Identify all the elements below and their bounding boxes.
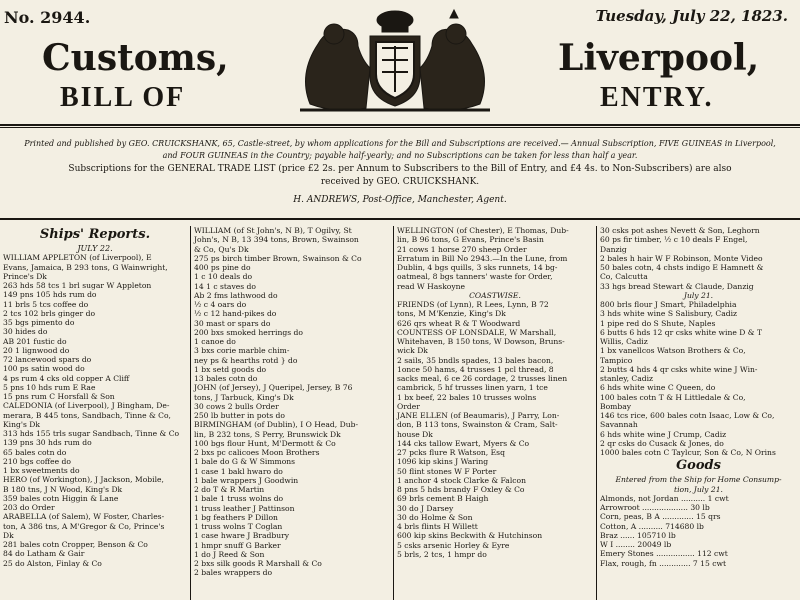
entry-line: Corn, peas, B A ............. 15 qrs xyxy=(600,512,721,522)
entry-line: 27 pcks flure R Watson, Esq xyxy=(397,448,505,457)
entry-line: Erratum in Bill No 2943.—In the Lune, from xyxy=(397,253,568,263)
entry-line: 149 pns 105 hds rum do xyxy=(3,290,97,300)
royal-coat-of-arms-icon xyxy=(290,8,500,116)
entry-line: 1000 bales cotn C Taylcur, Son & Co, N Orins xyxy=(600,448,776,457)
entry-line: ney ps & hearths rotd } do xyxy=(194,355,298,365)
entry-line: 2 bxs silk goods R Marshall & Co xyxy=(194,559,322,568)
entry-line: 146 tcs rice, 600 bales cotn Isaac, Low & Co, xyxy=(600,411,775,420)
entry-line: Savannah xyxy=(600,420,638,430)
entry-line: 6 butts 6 hds 12 qr csks white wine D & T xyxy=(600,327,763,337)
entry-line: 600 kip skins Beckwith & Hutchinson xyxy=(397,531,543,541)
entry-line: 1 pipe red do S Shute, Naples xyxy=(600,318,716,328)
entry-line: ton, A 386 tns, A M'Gregor & Co, Prince's xyxy=(3,521,165,531)
entry-line: cambrick, 5 hf trusses linen yarn, 1 tce xyxy=(397,383,548,393)
entry-line: 20 1 lignwood do xyxy=(3,345,70,355)
entry-line: 8 pns 5 hds brandy F Oxley & Co xyxy=(397,485,525,494)
entry-line: house Dk xyxy=(397,429,433,439)
entry-line: 30 do Holme & Son xyxy=(397,512,473,522)
entry-line: 84 do Latham & Gair xyxy=(3,549,85,559)
entry-line: July 21. xyxy=(683,290,714,300)
entry-line: & Co, Qu's Dk xyxy=(194,244,249,254)
entry-line: 1 bale 1 truss wolns do xyxy=(194,494,284,504)
entry-line: Danzig xyxy=(600,244,627,254)
entry-line: Cotton, A .......... 714680 lb xyxy=(600,521,704,531)
entry-line: 144 cks tallow Ewart, Myers & Co xyxy=(397,438,530,448)
entry-line: CALEDONIA (of Liverpool), J Bingham, De- xyxy=(3,401,170,411)
entry-line: Flax, rough, fn ............. 7 15 cwt xyxy=(600,558,727,568)
column-4 xyxy=(597,226,800,600)
title-entry: ENTRY. xyxy=(600,82,714,113)
entry-line: ARABELLA (of Salem), W Foster, Charles- xyxy=(3,512,165,522)
entry-line: 6 hds white wine C Queen, do xyxy=(600,383,716,393)
entry-line: 100 bales cotn T & H Littledale & Co, xyxy=(600,392,746,402)
entry-line: Emery Stones ................ 112 cwt xyxy=(600,549,728,559)
entry-line: 5 brls, 2 tcs, 1 hmpr do xyxy=(397,549,487,559)
entry-line: 626 qrs wheat R & T Woodward xyxy=(397,318,521,328)
entry-line: 1 case hware J Bradbury xyxy=(194,531,290,541)
entry-line: W I ........ 20049 lb xyxy=(600,540,672,549)
entry-line: Arrowroot ................... 30 lb xyxy=(600,503,710,512)
entry-line: read W Haskoyne xyxy=(397,281,466,291)
entry-line: 21 cows 1 horse 270 sheep Order xyxy=(397,244,527,254)
entry-line: 281 bales cotn Cropper, Benson & Co xyxy=(3,540,148,549)
entry-line: sacks meal, 6 ce 26 cordage, 2 trusses linen xyxy=(397,374,568,383)
entry-line: 2 bxs pc calicoes Moon Brothers xyxy=(194,448,320,457)
entry-line: 400 ps pine do xyxy=(194,263,251,272)
info-line-3: Subscriptions for the GENERAL TRADE LIST (price £2 2s. per Annum to Subscribers to the Bill of Entry, and £4 4s. to Non-Subscribers) are also xyxy=(68,164,732,174)
entry-line: wick Dk xyxy=(397,346,428,356)
entry-line: 2 bales wrappers do xyxy=(194,568,273,578)
entry-line: Almonds, not Jordan .......... 1 cwt xyxy=(600,493,729,503)
entry-line: 359 bales cotn Higgin & Lane xyxy=(3,493,119,503)
entry-line: 203 do Order xyxy=(3,503,55,512)
entry-line: 1 bx vanellcos Watson Brothers & Co, xyxy=(600,346,746,356)
entry-line: 1 canoe do xyxy=(194,337,236,346)
entry-line: WELLINGTON (of Chester), E Thomas, Dub- xyxy=(397,226,569,235)
entry-line: 25 do Alston, Finlay & Co xyxy=(3,558,102,568)
entry-line: Bombay xyxy=(600,401,632,411)
entry-line: WILLIAM APPLETON (of Liverpool), E xyxy=(3,253,152,263)
entry-line: 1 bx beef, 22 bales 10 trusses wolns xyxy=(397,392,537,402)
entry-line: Dublin, 4 bgs quills, 3 sks runnets, 14 bg- xyxy=(397,263,558,272)
entry-line: 1 bx setd goods do xyxy=(194,364,267,374)
entry-line: lin, B 232 tons, S Perry, Brunswick Dk xyxy=(194,429,341,439)
entry-line: 1 bale wrappers J Goodwin xyxy=(194,475,299,485)
entry-line: AB 201 fustic do xyxy=(3,336,67,346)
entry-line: King's Dk xyxy=(3,419,40,429)
entry-line: Ab 2 fms lathwood do xyxy=(194,290,278,300)
entry-line: COUNTESS OF LONSDALE, W Marshall, xyxy=(397,327,557,337)
entry-line: Dk xyxy=(3,530,14,540)
column-2 xyxy=(191,226,393,600)
entry-line: 15 pns rum C Horsfall & Son xyxy=(3,392,115,401)
entry-line: HERO (of Workington), J Jackson, Mobile, xyxy=(3,475,164,485)
column-ships-reports xyxy=(0,226,190,600)
entry-line: 1096 kip skins J Waring xyxy=(397,457,489,467)
entry-line: 4 ps rum 4 cks old copper A Cliff xyxy=(3,373,130,383)
entry-line: 1 truss wolns T Coglan xyxy=(194,522,283,531)
entry-line: 30 hides do xyxy=(3,327,48,337)
entry-line: B 180 tns, J N Wood, King's Dk xyxy=(3,484,123,494)
columns xyxy=(0,226,800,600)
entry-line: 1 bx sweetments do xyxy=(3,466,80,475)
title-liverpool: Liverpool, xyxy=(558,37,760,79)
title-customs: Customs, xyxy=(42,37,229,79)
entry-line: 2 bales h hair W F Robinson, Monte Video xyxy=(600,253,763,263)
entry-line: 100 bgs flour Hunt, M'Dermott & Co xyxy=(194,438,336,448)
entry-line: Braz ...... 105710 lb xyxy=(600,530,676,540)
column-3 xyxy=(394,226,596,600)
entry-line: 65 bales cotn do xyxy=(3,447,67,457)
entry-line: don, B 113 tons, Swainston & Cram, Salt- xyxy=(397,420,558,430)
section-heading: Ships' Reports. xyxy=(39,227,151,242)
entry-line: 50 bales cotn, 4 chsts indigo E Hamnett & xyxy=(600,263,764,272)
entry-line: WILLIAM (of St John's, N B), T Ogilvy, St xyxy=(194,226,352,235)
masthead-rule-thin xyxy=(0,127,800,128)
entry-line: 263 hds 58 tcs 1 brl sugar W Appleton xyxy=(3,281,152,290)
entry-line: Prince's Dk xyxy=(3,271,47,281)
entry-line: John's, N B, 13 394 tons, Brown, Swainson xyxy=(194,235,359,245)
issue-number: No. 2944. xyxy=(4,8,91,27)
entry-line: 11 brls 5 tcs coffee do xyxy=(3,299,89,309)
entry-line: 2 tcs 102 brls ginger do xyxy=(3,308,96,318)
info-line-1: Printed and published by GEO. CRUICKSHANK, 65, Castle-street, by whom applications for the Bill and Subscriptions are received.— Annual Subscription, FIVE GUINEAS in Liverpool, xyxy=(24,139,776,148)
entry-line: ½ c 4 oars do xyxy=(194,300,247,309)
entry-line: JANE ELLEN (of Beaumaris), J Parry, Lon- xyxy=(397,411,560,420)
entry-line: 69 brls cement B Haigh xyxy=(397,494,489,504)
entry-line: 1 truss leather J Pattinson xyxy=(194,503,295,513)
entry-line: Order xyxy=(397,401,420,411)
entry-line: 30 do J Darsey xyxy=(397,503,454,513)
entry-line: 4 brls flints H Willett xyxy=(397,522,478,531)
entry-line: Goods xyxy=(676,458,721,474)
entry-line: 30 mast or spars do xyxy=(194,318,271,328)
entry-line: 5 csks arsenic Horley & Eyre xyxy=(397,540,510,550)
entry-line: stanley, Cadiz xyxy=(600,374,654,383)
entry-line: 6 hds white wine J Crump, Cadiz xyxy=(600,429,727,439)
entry-line: 800 brls flour J Smart, Philadelphia xyxy=(600,300,737,309)
entry-line: Willis, Cadiz xyxy=(600,337,648,346)
entry-line: 200 bxs smoked herrings do xyxy=(194,327,303,337)
entry-line: 13 bales cotn do xyxy=(194,374,258,383)
entry-line: 139 pns 30 hds rum do xyxy=(3,438,92,448)
entry-line: Co, Calcutta xyxy=(600,272,648,282)
entry-line: tons, J Tarbuck, King's Dk xyxy=(194,392,294,402)
entry-line: 2 do T & R Martin xyxy=(194,485,265,494)
entry-line: COASTWISE. xyxy=(469,290,521,300)
entry-line: 5 pns 10 hds rum E Rae xyxy=(3,382,96,392)
info-line-5: H. ANDREWS, Post-Office, Manchester, Agent. xyxy=(293,195,507,205)
entry-line: 1 bale do G & W Simmons xyxy=(194,457,296,467)
entry-line: 60 ps fir timber, ½ c 10 deals F Engel, xyxy=(600,235,748,245)
entry-line: 275 ps birch timber Brown, Swainson & Co xyxy=(194,253,362,263)
entry-line: 72 lancewood spars do xyxy=(3,355,92,364)
entry-line: 2 qr csks do Cusack & Jones, do xyxy=(600,438,724,448)
issue-date: Tuesday, July 22, 1823. xyxy=(595,7,788,25)
title-bill-of: BILL OF xyxy=(60,82,186,113)
info-line-4: received by GEO. CRUICKSHANK. xyxy=(320,177,480,187)
entry-line: tion, July 21. xyxy=(674,484,723,494)
entry-line: JOHN (of Jersey), J Queripel, Jersey, B 76 xyxy=(194,383,353,393)
entry-line: 14 1 c staves do xyxy=(194,281,256,291)
entry-line: 35 bgs pimento do xyxy=(3,318,75,327)
entry-line: 250 lb butter in pots do xyxy=(194,411,285,420)
section-date: JULY 22. xyxy=(77,244,113,253)
info-rule xyxy=(0,218,800,220)
entry-line: 1 hmpr snuff G Barker xyxy=(194,540,281,550)
entry-line: oatmeal, 8 bgs tanners' waste for Order, xyxy=(397,272,553,282)
entry-line: 1 anchor 4 stock Clarke & Falcon xyxy=(397,475,526,485)
entry-line: 1 bg feathers P Dillon xyxy=(194,512,278,522)
entry-line: BIRMINGHAM (of Dublin), I O Head, Dub- xyxy=(194,420,359,430)
entry-line: Entered from the Ship for Home Consump- xyxy=(615,475,782,485)
entry-line: ½ c 12 hand-pikes do xyxy=(194,309,277,319)
entry-line: 30 csks pot ashes Nevett & Son, Leghorn xyxy=(600,226,760,235)
entry-line: 1 case 1 bakl hwaro do xyxy=(194,466,283,476)
entry-line: merara, B 445 tons, Sandbach, Tinne & Co, xyxy=(3,410,171,420)
entry-line: 1once 50 hams, 4 trusses 1 pcl thread, 8 xyxy=(397,364,554,374)
entry-line: FRIENDS (of Lynn), R Lees, Lynn, B 72 xyxy=(397,300,549,309)
entry-line: 100 ps satin wood do xyxy=(3,364,85,374)
entry-line: 313 hds 155 trls sugar Sandbach, Tinne & Co xyxy=(3,429,180,438)
entry-line: 3 bxs corie marble chim- xyxy=(194,346,290,356)
entry-line: 1 do J Reed & Son xyxy=(194,549,265,559)
entry-line: 50 flint stones W F Porter xyxy=(397,466,497,476)
entry-line: Tampico xyxy=(600,355,633,365)
entry-line: 210 bgs coffee do xyxy=(3,456,71,466)
entry-line: 2 butts 4 hds 4 qr csks white wine J Win- xyxy=(600,364,758,374)
entry-line: 1 c 10 deals do xyxy=(194,272,253,282)
info-line-2: and FOUR GUINEAS in the Country; payable half-yearly; and no Subscriptions can be taken for less than half a year. xyxy=(162,151,638,160)
entry-line: 30 cows 2 bulls Order xyxy=(194,401,279,411)
entry-line: lin, B 96 tons, G Evans, Prince's Basin xyxy=(397,235,544,245)
entry-line: Whitehaven, B 150 tons, W Dowson, Bruns- xyxy=(397,337,565,346)
entry-line: 3 hds white wine S Salisbury, Cadiz xyxy=(600,309,738,319)
entry-line: tons, M M'Kenzie, King's Dk xyxy=(397,309,506,319)
entry-line: 2 sails, 35 bndls spades, 13 bales bacon, xyxy=(397,355,554,365)
entry-line: 33 hgs bread Stewart & Claude, Danzig xyxy=(600,281,754,291)
masthead-rule xyxy=(0,124,800,126)
entry-line: Evans, Jamaica, B 293 tons, G Wainwright, xyxy=(3,262,168,272)
